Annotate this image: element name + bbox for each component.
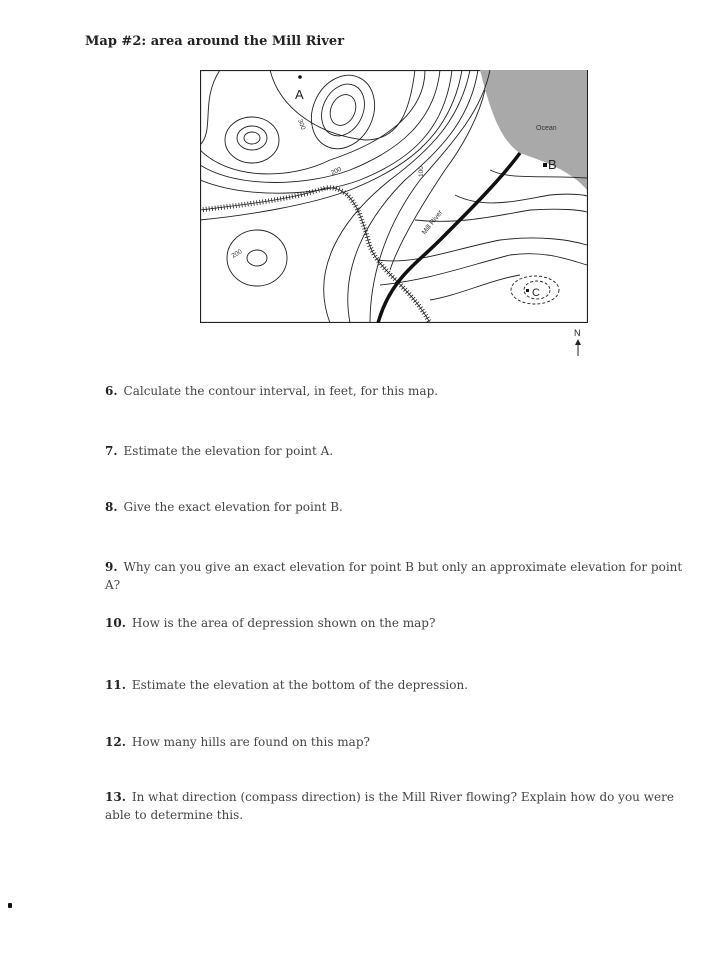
question-text: Calculate the contour interval, in feet, for this map.	[123, 384, 439, 398]
label-mill-river: Mill River	[421, 209, 445, 237]
question-text: Estimate the elevation at the bottom of the depression.	[131, 678, 469, 692]
question-text: Why can you give an exact elevation for point B but only an approximate elevation for point A?	[105, 560, 683, 592]
point-b-marker	[543, 163, 547, 167]
north-label: N	[574, 328, 581, 338]
label-point-a: A	[295, 87, 304, 102]
question-number: 13.	[105, 790, 126, 804]
question-number: 11.	[105, 678, 126, 692]
label-contour-200: 200	[329, 165, 343, 177]
question-text: Give the exact elevation for point B.	[123, 500, 343, 514]
question-6	[105, 382, 695, 400]
label-contour-200-hill: 200	[230, 248, 244, 260]
question-text: Estimate the elevation for point A.	[123, 444, 334, 458]
question-number: 9.	[105, 560, 118, 574]
question-12	[105, 733, 695, 751]
north-arrow-icon	[568, 327, 588, 357]
topographic-map	[200, 70, 588, 323]
scan-speck	[8, 903, 12, 908]
question-number: 10.	[105, 616, 126, 630]
question-number: 12.	[105, 735, 126, 749]
label-point-b: B	[548, 157, 557, 172]
label-ocean: Ocean	[536, 125, 557, 132]
question-9	[105, 558, 695, 594]
label-point-c: C	[532, 287, 540, 299]
question-text: How many hills are found on this map?	[131, 735, 370, 749]
question-number: 6.	[105, 384, 118, 398]
question-number: 8.	[105, 500, 118, 514]
question-11	[105, 676, 695, 694]
question-7	[105, 442, 695, 460]
question-13	[105, 788, 680, 824]
label-contour-100: 100	[418, 166, 425, 177]
label-contour-300: 300	[296, 118, 307, 131]
question-8	[105, 498, 695, 516]
question-number: 7.	[105, 444, 118, 458]
page-title: Map #2: area around the Mill River	[85, 34, 345, 49]
point-c-marker	[526, 289, 529, 292]
point-a-marker	[298, 75, 302, 79]
question-text: How is the area of depression shown on the map?	[131, 616, 436, 630]
question-text: In what direction (compass direction) is the Mill River flowing? Explain how do you were able to determine this.	[105, 790, 674, 822]
question-10	[105, 614, 695, 632]
